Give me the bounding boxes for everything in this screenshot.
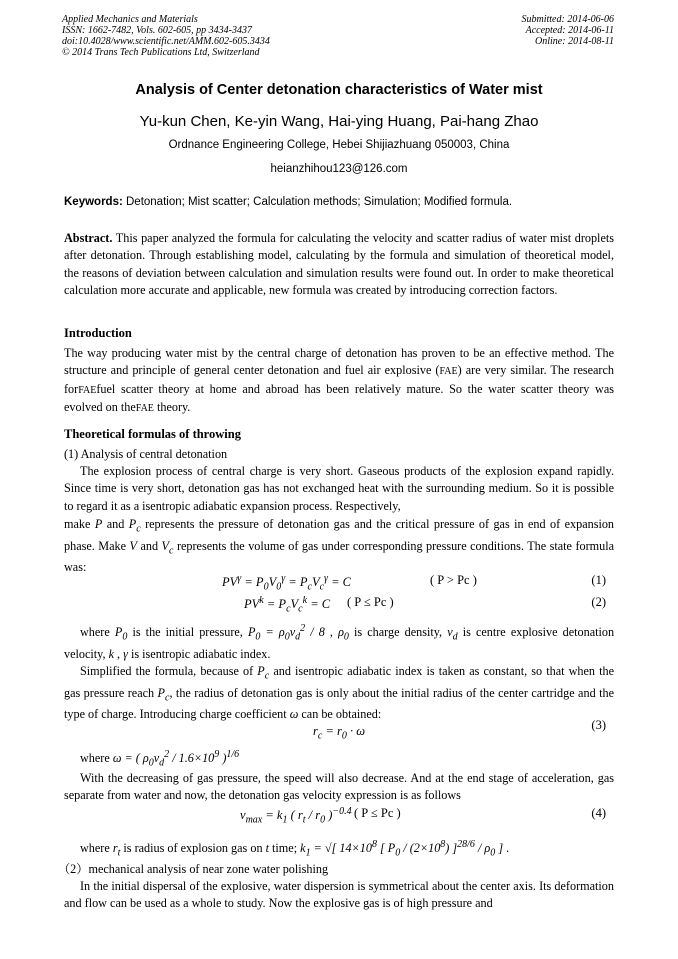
- theory-para3: Simplified the formula, because of $P_c$ and isentropic adiabatic index is taken as constant, so that when the gas pressure reach $P_c$, the radius of detonation gas is only about the initial radius of the center cartridge and the type of charge. Introducing charge coefficient ω can be obtained:: [64, 664, 615, 722]
- equation-2-number: (2): [591, 595, 606, 609]
- equation-4: $v_{max} = k_1$ ( $r_t / r_0$ )$^{-0.4}$: [240, 806, 352, 826]
- paper-title: Analysis of Center detonation characteristics of Water mist: [135, 82, 543, 98]
- equation-1-condition: ( P > Pc ): [430, 573, 477, 587]
- copyright-line: © 2014 Trans Tech Publications Ltd, Switzerland: [62, 47, 260, 58]
- keywords-label: Keywords:: [64, 196, 123, 208]
- equation-2: $PV^k = P_cV_c^k = C$: [244, 595, 331, 615]
- theory-sub2: （2）mechanical analysis of near zone water polishing: [58, 862, 329, 876]
- dates-info: [522, 14, 615, 47]
- theory-para1: The explosion process of central charge is very short. Gaseous products of the explosion expand rapidly. Since time is very short, detonation gas has not exchanged heat with the surrounding medium. So it is possible to regard it as a isentropic adiabatic expansion process. Respectively,: [64, 464, 614, 513]
- theory-para5: In the initial dispersal of the explosive, water dispersion is symmetrical about the center axis. Its deformation and flow can be used as a whole to study. Now the explosive gas is of high pressure and: [64, 879, 614, 911]
- authors: Yu-kun Chen, Ke-yin Wang, Hai-ying Huang, Pai-hang Zhao: [139, 113, 539, 130]
- journal-info: [62, 14, 270, 58]
- author-email: heianzhihou123@126.com: [270, 163, 408, 175]
- where-3: where $r_t$ is radius of explosion gas on t time; $k_1$ = √[ $14\times 10^8$ [ $P_0 / (2\times 10^8)$ ]$^{28/6} / \rho_0$ ] .: [80, 839, 510, 859]
- issn-line: ISSN: 1662-7482, Vols. 602-605, pp 3434-3437: [62, 25, 252, 36]
- theory-heading: Theoretical formulas of throwing: [64, 427, 241, 441]
- journal-name: Applied Mechanics and Materials: [62, 14, 198, 25]
- where-2: where ω = ( $\rho_0v_d^2 / 1.6\times 10^9$ )$^{1/6}$: [80, 749, 240, 769]
- equation-1-number: (1): [591, 573, 606, 587]
- theory-para4: With the decreasing of gas pressure, the speed will also decrease. And at the end stage of acceleration, gas separate from water and now, the detonation gas velocity expression is as follows: [64, 771, 614, 803]
- abstract-text: This paper analyzed the formula for calculating the velocity and scatter radius of water mist droplets after detonation. Through establishing model, calculating by the formula and simulation of theoretical model, the reasons of deviation between calculation and simulation results were found out. In order to make theoretical calculation more accurate and applicable, new formula was created by introducing correction factors.: [64, 231, 614, 297]
- accepted-date: Accepted: 2014-06-11: [525, 25, 614, 36]
- doi-line: doi:10.4028/www.scientific.net/AMM.602-605.3434: [62, 36, 270, 47]
- abstract: [64, 230, 614, 299]
- introduction-body: The way producing water mist by the central charge of detonation has proven to be an effective method. The structure and principle of general center detonation and fuel air explosive (FAE) are very similar. The research forFAEfuel scatter theory at home and abroad has been relatively mature. So the water scatter theory was evolved on theFAE theory.: [64, 346, 614, 414]
- equation-1: $PV^\gamma = P_0V_0^\gamma = P_cV_c^\gamma = C$: [222, 573, 352, 593]
- equation-4-number: (4): [591, 806, 606, 820]
- equation-2-condition: ( P ≤ Pc ): [347, 595, 394, 609]
- keywords: [64, 196, 624, 208]
- equation-3: $r_c = r_0 \cdot \omega$: [313, 724, 366, 742]
- introduction-heading: Introduction: [64, 326, 132, 340]
- theory-sub1: (1) Analysis of central detonation: [64, 447, 228, 461]
- online-date: Online: 2014-08-11: [535, 36, 614, 47]
- abstract-label: Abstract.: [64, 231, 113, 245]
- where-1: where $P_0$ is the initial pressure, $P_0 = \rho_0v_d^2 / 8$ , $\rho_0$ is charge density, $v_d$ is centre explosive detonation velocity, k , γ is isentropic adiabatic index.: [64, 623, 615, 661]
- keywords-text: Detonation; Mist scatter; Calculation methods; Simulation; Modified formula.: [122, 196, 513, 208]
- affiliation: Ordnance Engineering College, Hebei Shijiazhuang 050003, China: [168, 139, 510, 151]
- equation-3-number: (3): [591, 718, 606, 732]
- theory-para2: make P and $P_c$ represents the pressure of detonation gas and the critical pressure of gas in end of expansion phase. Make V and $V_c$ represents the volume of gas under corresponding pressure conditions. The state formula was:: [64, 517, 615, 575]
- equation-4-condition: ( P ≤ Pc ): [354, 806, 401, 820]
- submitted-date: Submitted: 2014-06-06: [521, 14, 614, 25]
